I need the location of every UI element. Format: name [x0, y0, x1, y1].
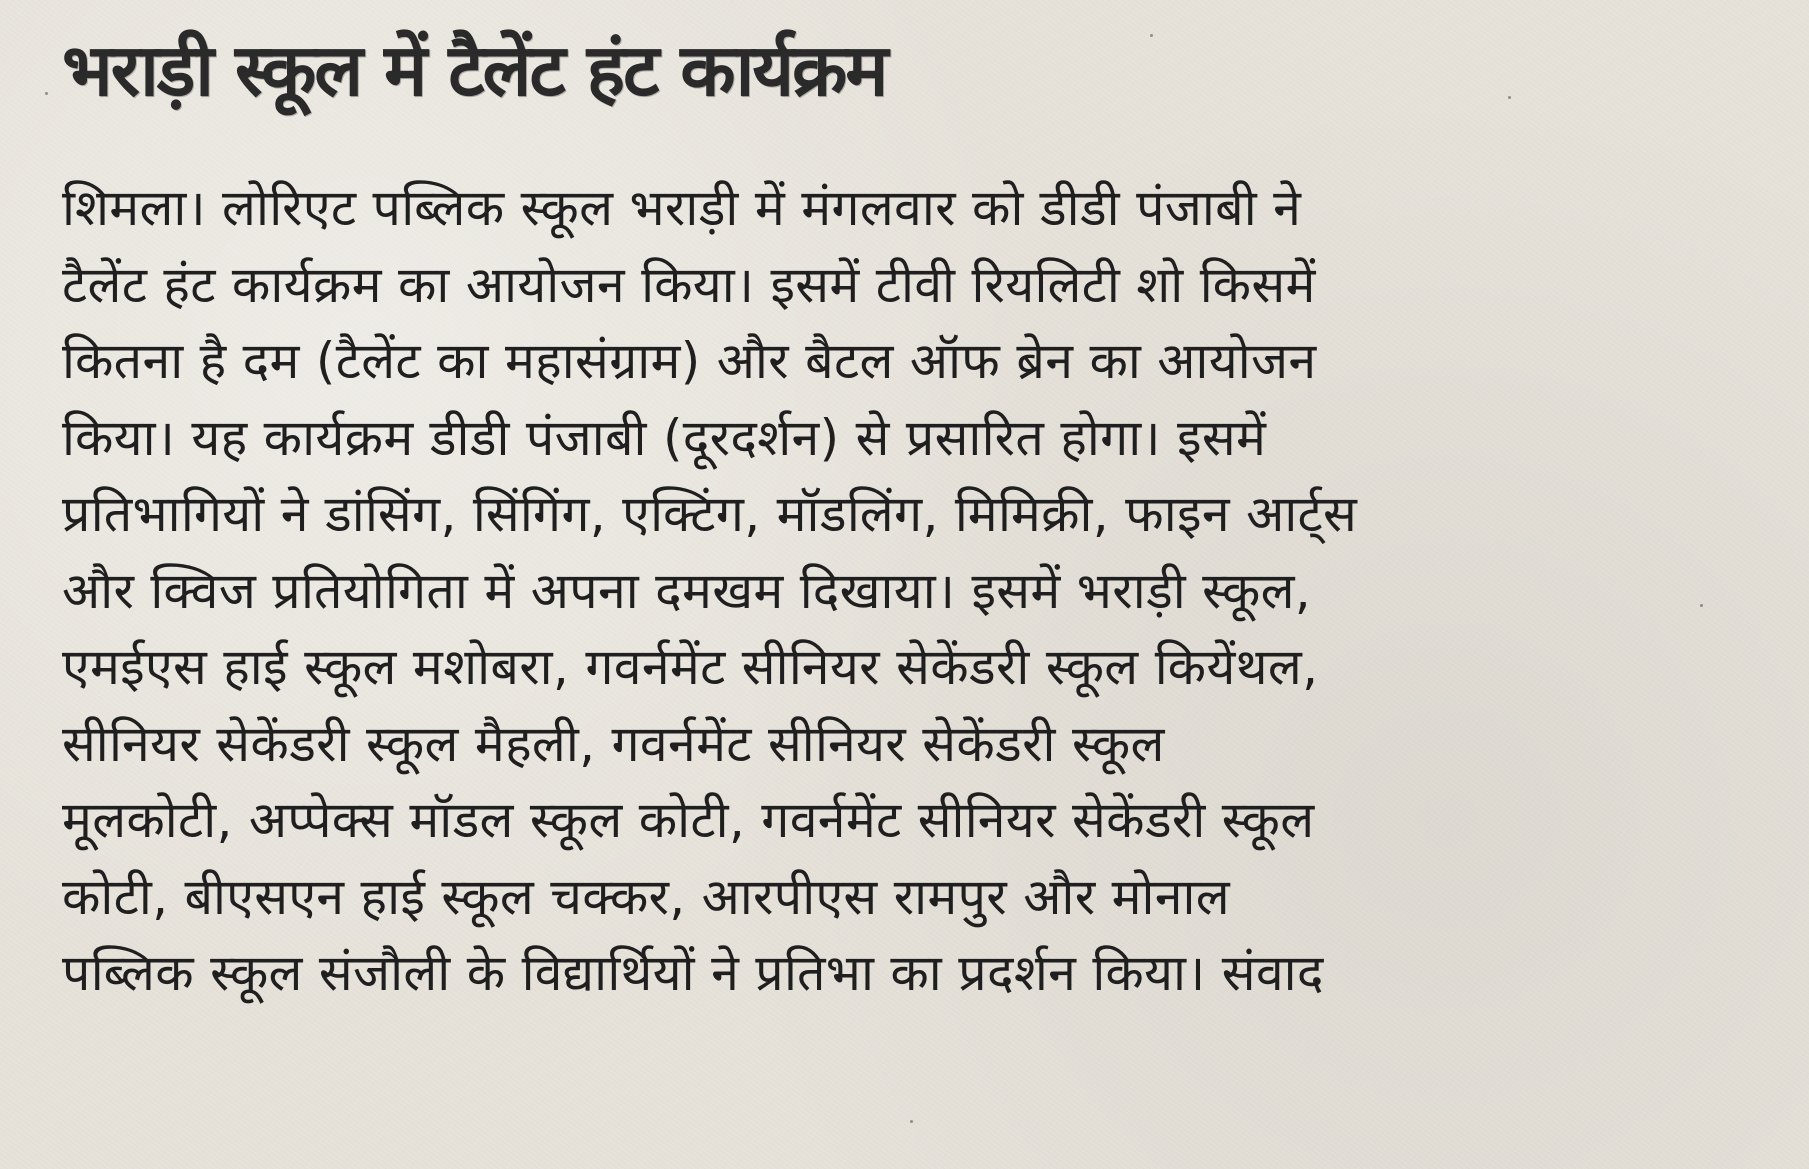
paper-speck — [1508, 96, 1511, 99]
article-line: शिमला। लोरिएट पब्लिक स्कूल भराड़ी में मंगलवार को डीडी पंजाबी ने — [62, 179, 1302, 237]
article-line: टैलेंट हंट कार्यक्रम का आयोजन किया। इसमें टीवी रियलिटी शो किसमें — [62, 255, 1316, 314]
paper-speck — [910, 1120, 913, 1123]
article-body — [62, 170, 1762, 1012]
article-line: और क्विज प्रतियोगिता में अपना दमखम दिखाया। इसमें भराड़ी स्कूल, — [62, 561, 1311, 620]
article-line: कोटी, बीएसएन हाई स्कूल चक्कर, आरपीएस रामपुर और मोनाल — [62, 867, 1230, 926]
headline: भराड़ी स्कूल में टैलेंट हंट कार्यक्रम — [62, 28, 887, 112]
paper-speck — [1150, 34, 1153, 37]
article-line: मूलकोटी, अप्पेक्स मॉडल स्कूल कोटी, गवर्नमेंट सीनियर सेकेंडरी स्कूल — [62, 791, 1315, 849]
article-line: सीनियर सेकेंडरी स्कूल मैहली, गवर्नमेंट सीनियर सेकेंडरी स्कूल — [62, 714, 1165, 773]
paper-speck — [45, 92, 48, 95]
article-line: पब्लिक स्कूल संजौली के विद्यार्थियों ने प्रतिभा का प्रदर्शन किया। संवाद — [62, 944, 1324, 1002]
paper-speck — [1700, 604, 1703, 607]
article-line: प्रतिभागियों ने डांसिंग, सिंगिंग, एक्टिंग, मॉडलिंग, मिमिक्री, फाइन आर्ट्स — [62, 485, 1358, 543]
article-line: कितना है दम (टैलेंट का महासंग्राम) और बैटल ऑफ ब्रेन का आयोजन — [62, 332, 1317, 390]
article-line: एमईएस हाई स्कूल मशोबरा, गवर्नमेंट सीनियर सेकेंडरी स्कूल कियेंथल, — [62, 638, 1319, 696]
article-line: किया। यह कार्यक्रम डीडी पंजाबी (दूरदर्शन) से प्रसारित होगा। इसमें — [62, 408, 1267, 467]
